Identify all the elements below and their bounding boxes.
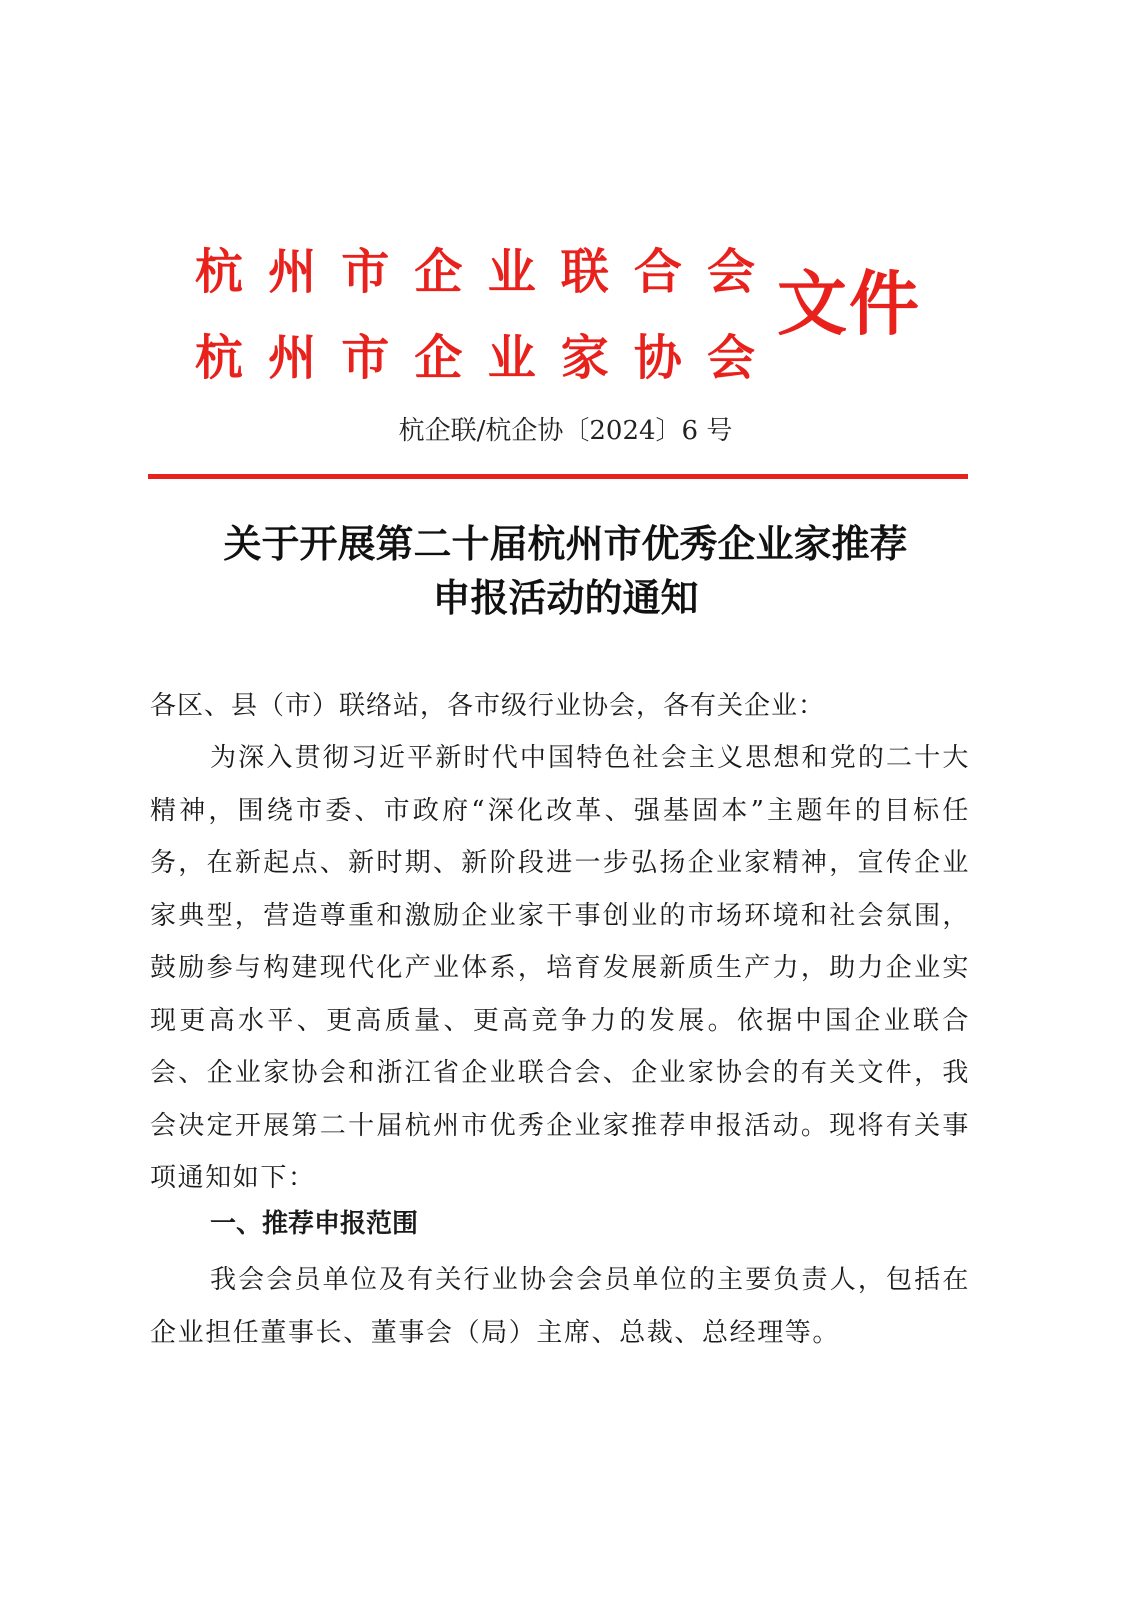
document-number: 杭企联/杭企协〔2024〕6 号 <box>398 416 733 446</box>
issuer-char: 企 <box>414 330 463 386</box>
body-paragraph-1: 为深入贯彻习近平新时代中国特色社会主义思想和党的二十大精神，围绕市委、市政府“深化改革、强基固本”主题年的目标任务，在新起点、新时期、新阶段进一步弘扬企业家精神，宣传企业家典型，营造尊重和激励企业家干事创业的市场环境和社会氛围，鼓励参与构建现代化产业体系，培育发展新质生产力，助力企业实现更高水平、更高质量、更高竞争力的发展。依据中国企业联合会、企业家协会和浙江省企业联合会、企业家协会的有关文件，我会决定开展第二十届杭州市优秀企业家推荐申报活动。现将有关事项通知如下： <box>150 743 970 1193</box>
issuer-char: 会 <box>706 330 755 386</box>
red-divider <box>148 474 968 479</box>
issuer-char: 杭 <box>195 244 244 300</box>
issuer-char: 协 <box>633 330 682 386</box>
title-line-2: 申报活动的通知 <box>432 575 699 620</box>
document-type-label: 文件 <box>777 263 921 345</box>
issuer-char: 业 <box>487 330 536 386</box>
issuer-char: 市 <box>341 244 390 300</box>
section-heading-1: 一、推荐申报范围 <box>210 1209 419 1239</box>
issuer-char: 联 <box>560 244 609 300</box>
document-title <box>0 517 1131 625</box>
issuer-line-1 <box>195 242 755 302</box>
issuer-char: 杭 <box>195 330 244 386</box>
issuer-char: 合 <box>633 244 682 300</box>
issuer-char: 企 <box>414 244 463 300</box>
body-paragraph-2: 我会会员单位及有关行业协会会员单位的主要负责人，包括在企业担任董事长、董事会（局）主席、总裁、总经理等。 <box>150 1265 970 1348</box>
issuer-char: 州 <box>268 244 317 300</box>
salutation: 各区、县（市）联络站，各市级行业协会，各有关企业： <box>150 691 826 721</box>
issuer-char: 业 <box>487 244 536 300</box>
issuer-char: 家 <box>560 330 609 386</box>
issuer-char: 会 <box>706 244 755 300</box>
issuer-line-2 <box>195 328 755 388</box>
issuer-char: 市 <box>341 330 390 386</box>
issuer-char: 州 <box>268 330 317 386</box>
title-line-1: 关于开展第二十届杭州市优秀企业家推荐 <box>223 521 908 566</box>
